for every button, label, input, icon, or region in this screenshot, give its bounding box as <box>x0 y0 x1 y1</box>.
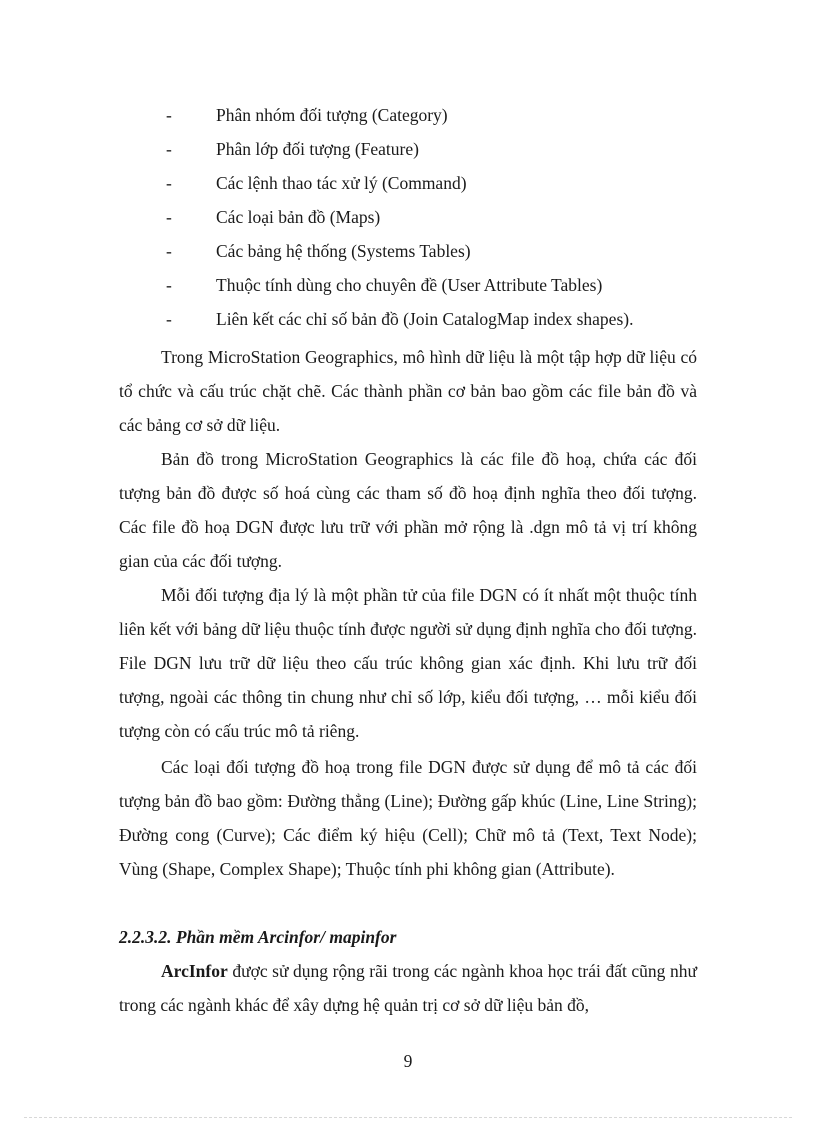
bullet-marker: - <box>166 105 172 125</box>
list-item-text: Các loại bản đồ (Maps) <box>216 207 381 227</box>
list-item-text: Các lệnh thao tác xử lý (Command) <box>216 173 467 193</box>
bullet-marker: - <box>166 207 172 227</box>
section-heading: 2.2.3.2. Phần mềm Arcinfor/ mapinfor <box>119 927 397 947</box>
list-item <box>0 166 816 200</box>
bullet-marker: - <box>166 173 172 193</box>
bullet-marker: - <box>166 241 172 261</box>
paragraph-geographic-objects: Mỗi đối tượng địa lý là một phần tử của file DGN có ít nhất một thuộc tính liên kết với bảng dữ liệu thuộc tính được người sử dụng định nghĩa cho đối tượng. File DGN lưu trữ dữ liệu theo cấu trúc không gian xác định. Khi lưu trữ đối tượng, ngoài các thông tin chung như chỉ số lớp, kiểu đối tượng, … mỗi kiểu đối tượng còn có cấu trúc mô tả riêng. <box>119 585 697 741</box>
bullet-list <box>0 98 816 336</box>
paragraph-arcinfor <box>119 954 697 1022</box>
page-number: 9 <box>403 1051 413 1071</box>
arcinfor-term: ArcInfor <box>161 961 228 981</box>
list-item-text: Phân lớp đối tượng (Feature) <box>216 139 419 159</box>
paragraph-map-files: Bản đồ trong MicroStation Geographics là các file đồ hoạ, chứa các đối tượng bản đồ được số hoá cùng các tham số đồ hoạ định nghĩa theo đối tượng. Các file đồ hoạ DGN được lưu trữ với phần mở rộng là .dgn mô tả vị trí không gian của các đối tượng. <box>119 449 697 571</box>
paragraph-graphic-object-types: Các loại đối tượng đồ hoạ trong file DGN được sử dụng để mô tả các đối tượng bản đồ bao gồm: Đường thẳng (Line); Đường gấp khúc (Line, Line String); Đường cong (Curve); Các điểm ký hiệu (Cell); Chữ mô tả (Text, Text Node); Vùng (Shape, Complex Shape); Thuộc tính phi không gian (Attribute). <box>119 757 697 879</box>
list-item <box>0 234 816 268</box>
list-item <box>0 302 816 336</box>
bullet-marker: - <box>166 275 172 295</box>
list-item-text: Liên kết các chỉ số bản đồ (Join CatalogMap index shapes). <box>216 309 634 329</box>
bullet-marker: - <box>166 309 172 329</box>
paragraph-arcinfor-text: được sử dụng rộng rãi trong các ngành khoa học trái đất cũng như trong các ngành khác để xây dựng hệ quản trị cơ sở dữ liệu bản đồ, <box>119 961 697 1015</box>
list-item-text: Phân nhóm đối tượng (Category) <box>216 105 448 125</box>
list-item <box>0 98 816 132</box>
bullet-marker: - <box>166 139 172 159</box>
page-bottom-divider <box>24 1117 792 1118</box>
list-item <box>0 132 816 166</box>
list-item-text: Các bảng hệ thống (Systems Tables) <box>216 241 471 261</box>
list-item <box>0 200 816 234</box>
paragraph-data-model: Trong MicroStation Geographics, mô hình dữ liệu là một tập hợp dữ liệu có tổ chức và cấu trúc chặt chẽ. Các thành phần cơ bản bao gồm các file bản đồ và các bảng cơ sở dữ liệu. <box>119 347 697 435</box>
list-item <box>0 268 816 302</box>
list-item-text: Thuộc tính dùng cho chuyên đề (User Attribute Tables) <box>216 275 603 295</box>
